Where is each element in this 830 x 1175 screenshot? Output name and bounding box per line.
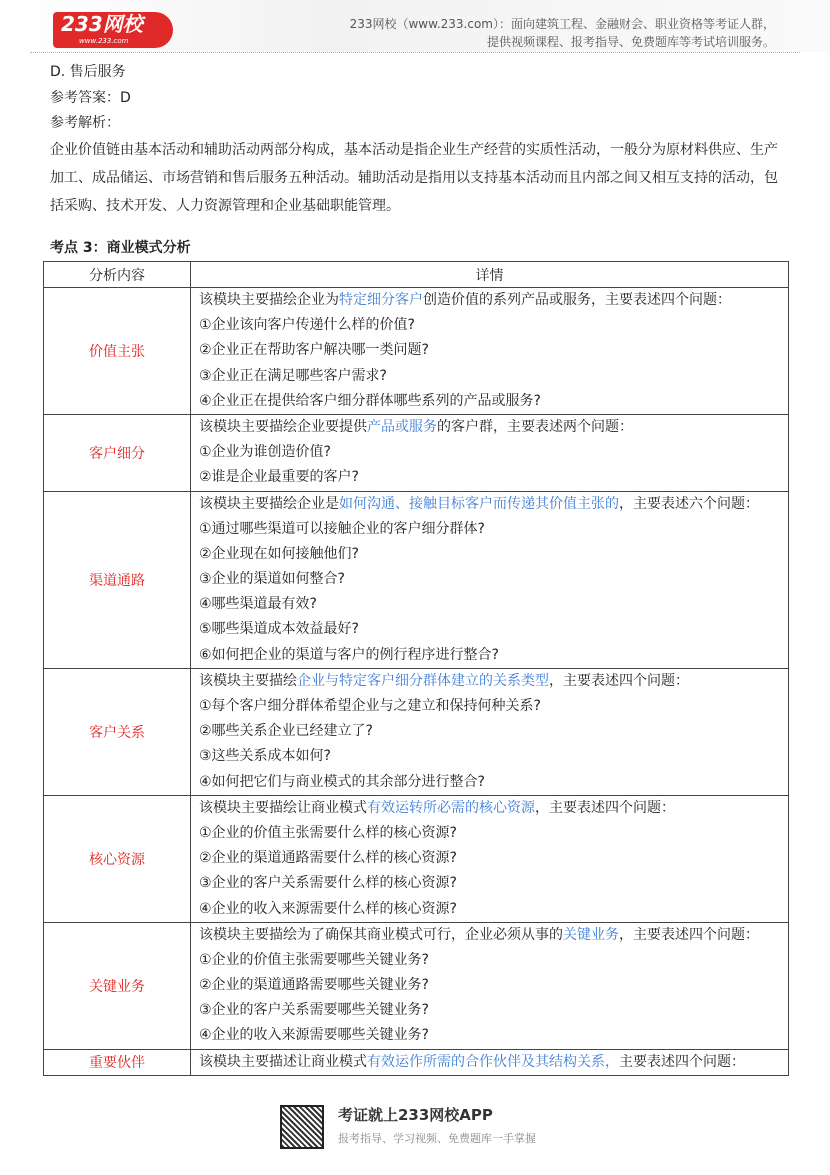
question-item: ②谁是企业最重要的客户? [199, 469, 359, 486]
row-key: 核心资源 [44, 795, 191, 922]
highlight-text: 如何沟通、接触目标客户而传递其价值主张的 [339, 495, 619, 512]
analysis-text: 企业价值链由基本活动和辅助活动两部分构成，基本活动是指企业生产经营的实质性活动，一般分为原材料供应、生产加工、成品储运、市场营销和售后服务五种活动。辅助活动是指用以支持基本活动而且内部之间又相互支持的活动，包括采购、技术开发、人力资源管理和企业基础职能管理。 [50, 142, 778, 214]
row-detail [191, 668, 789, 795]
question-item: ①企业的价值主张需要什么样的核心资源? [199, 824, 457, 841]
row-key: 客户细分 [44, 414, 191, 491]
footer-subtitle: 报考指导、学习视频、免费题库一手掌握 [338, 1132, 536, 1145]
table-row [44, 668, 789, 795]
question-item: ④企业正在提供给客户细分群体哪些系列的产品或服务? [199, 392, 541, 409]
text: 的客户群，主要表述两个问题： [437, 418, 633, 435]
detail-intro [199, 796, 788, 821]
detail-intro [199, 669, 788, 694]
question-item: ①企业为谁创造价值? [199, 444, 331, 461]
question-item: ③企业的客户关系需要什么样的核心资源? [199, 875, 457, 892]
row-key: 关键业务 [44, 922, 191, 1049]
header-cell: 详情 [191, 262, 789, 288]
question-item: ②企业的渠道通路需要什么样的核心资源? [199, 850, 457, 867]
text: 该模块主要描绘为了确保其商业模式可行，企业必须从事的 [199, 926, 563, 943]
question-item: ③企业的客户关系需要哪些关键业务? [199, 1002, 429, 1019]
table-row [44, 491, 789, 668]
question-item: ⑥如何把企业的渠道与客户的例行程序进行整合? [199, 646, 499, 663]
question-item: ①企业该向客户传递什么样的价值? [199, 317, 415, 334]
logo: 233网校 www.233.com [53, 12, 173, 48]
row-detail [191, 922, 789, 1049]
question-item: ②企业正在帮助客户解决哪一类问题? [199, 342, 429, 359]
row-detail [191, 795, 789, 922]
table-row [44, 795, 789, 922]
header-divider [30, 52, 800, 53]
question-item: ①企业的价值主张需要哪些关键业务? [199, 951, 429, 968]
detail-intro [199, 923, 788, 948]
answer: 参考答案：D [50, 90, 131, 106]
question-item: ④如何把它们与商业模式的其余部分进行整合? [199, 773, 485, 790]
section-title: 考点 3：商业模式分析 [50, 240, 191, 256]
text: 主要表述四个问题： [619, 1053, 745, 1070]
detail-intro [199, 288, 788, 313]
footer-title: 考证就上233网校APP [338, 1106, 493, 1124]
question-item: ③企业的渠道如何整合? [199, 571, 345, 588]
question-item: ④企业的收入来源需要什么样的核心资源? [199, 900, 457, 917]
question-item: ⑤哪些渠道成本效益最好? [199, 621, 359, 638]
text: 该模块主要描述让商业模式 [199, 1053, 367, 1070]
header-cell: 分析内容 [44, 262, 191, 288]
highlight-text: 产品或服务 [367, 418, 437, 435]
question-item: ②企业现在如何接触他们? [199, 545, 359, 562]
analysis-label: 参考解析： [50, 115, 120, 131]
question-item: ④哪些渠道最有效? [199, 596, 317, 613]
row-key: 重要伙伴 [44, 1049, 191, 1075]
question-item: ③企业正在满足哪些客户需求? [199, 367, 387, 384]
highlight-text: 关键业务 [563, 926, 619, 943]
highlight-text: 企业与特定客户细分群体建立的关系类型 [297, 672, 549, 689]
table-row [44, 288, 789, 415]
detail-intro [199, 1050, 788, 1075]
business-model-table [43, 261, 789, 1076]
table-header [44, 262, 789, 288]
row-detail [191, 288, 789, 415]
text: ，主要表述四个问题： [535, 799, 675, 816]
text: 该模块主要描绘 [199, 672, 297, 689]
table-row [44, 922, 789, 1049]
text: 该模块主要描绘企业为 [199, 292, 339, 308]
question-item: ②企业的渠道通路需要哪些关键业务? [199, 977, 429, 994]
option-d: D. 售后服务 [50, 64, 126, 80]
question-item: ①通过哪些渠道可以接触企业的客户细分群体? [199, 520, 485, 537]
highlight-text: 特定细分客户 [339, 292, 423, 308]
row-detail [191, 491, 789, 668]
row-detail [191, 1049, 789, 1075]
row-detail [191, 414, 789, 491]
header-tagline: 233网校（www.233.com）：面向建筑工程、金融财会、职业资格等考证人群， 提供视频课程、报考指导、免费题库等考试培训服务。 [349, 17, 775, 49]
question-item: ③这些关系成本如何? [199, 748, 331, 765]
qr-code [280, 1105, 324, 1149]
question-item: ④企业的收入来源需要哪些关键业务? [199, 1027, 429, 1044]
detail-intro [199, 415, 788, 440]
row-key: 价值主张 [44, 288, 191, 415]
text: 该模块主要描绘企业是 [199, 495, 339, 512]
page-header [0, 0, 830, 52]
text: 创造价值的系列产品或服务，主要表述四个问题： [423, 292, 731, 308]
question-item: ②哪些关系企业已经建立了? [199, 723, 373, 740]
table-row [44, 1049, 789, 1075]
question-item: ①每个客户细分群体希望企业与之建立和保持何种关系? [199, 698, 541, 714]
table-row [44, 414, 789, 491]
highlight-text: 有效运转所必需的核心资源 [367, 799, 535, 816]
text: ，主要表述四个问题： [549, 672, 689, 689]
detail-intro [199, 492, 788, 517]
text: ，主要表述六个问题： [619, 495, 759, 512]
row-key: 渠道通路 [44, 491, 191, 668]
text: ，主要表述四个问题： [619, 926, 759, 943]
text: 该模块主要描绘让商业模式 [199, 799, 367, 816]
highlight-text: 有效运作所需的合作伙伴及其结构关系， [367, 1053, 619, 1070]
text: 该模块主要描绘企业要提供 [199, 418, 367, 435]
row-key: 客户关系 [44, 668, 191, 795]
